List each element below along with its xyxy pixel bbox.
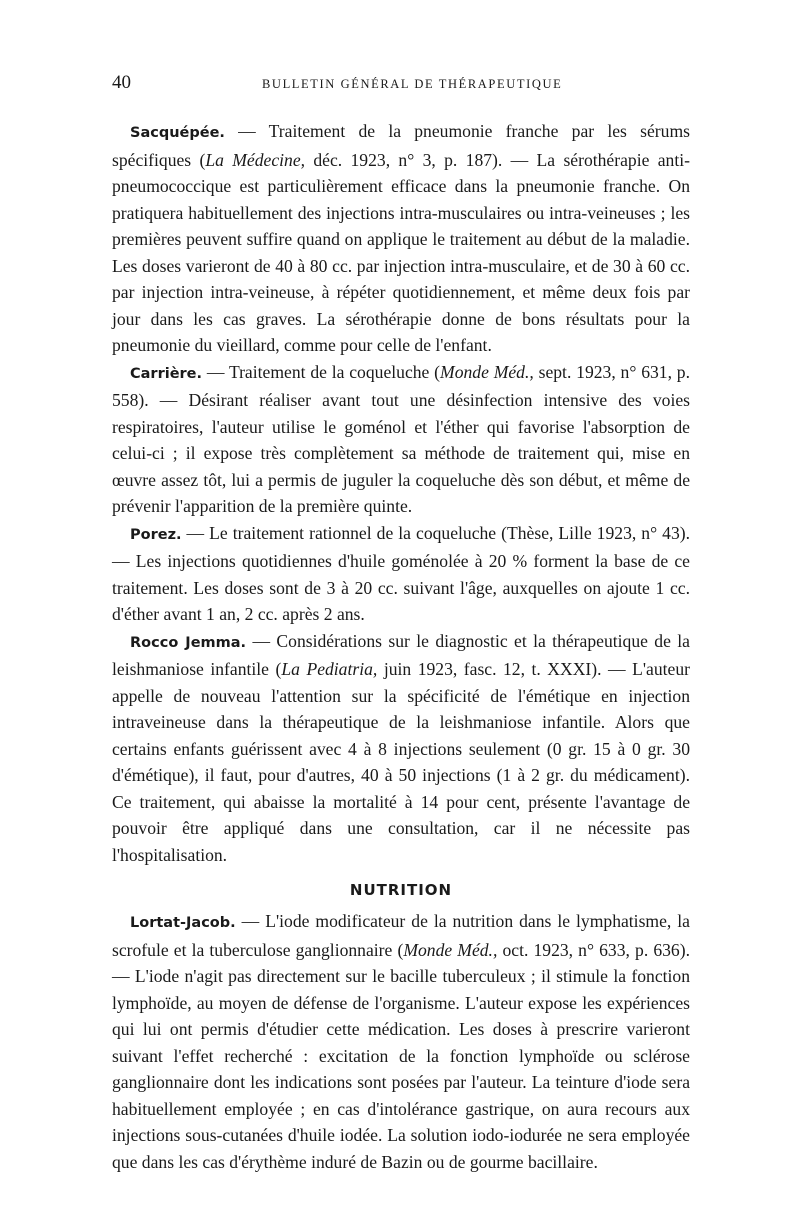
entry-text: — L'iode modificateur de la nutrition dans le lymphatisme, la scrofule et la tuberculose ganglionnaire ( [112, 911, 690, 960]
page-number: 40 [112, 72, 131, 93]
abstract-entry [112, 359, 690, 520]
entry-text: — Le traitement rationnel de la coqueluche (Thèse, Lille 1923, n° 43). — Les injections quotidiennes d'huile goménolée à 20 % forment la base de ce traitement. Les doses sont de 3 à 20 cc. suivant l'âge, auxquelles on ajoute 1 cc. d'éther avant 1 an, 2 cc. après 2 ans. [112, 522, 690, 624]
entry-author: Sacquépée. [130, 125, 225, 141]
abstract-entry [112, 628, 690, 869]
abstract-entry [112, 520, 690, 628]
abstract-list [112, 118, 690, 1175]
page-header [112, 72, 690, 100]
entry-text: sept. 1923, n° 631, p. 558). — Désirant réaliser avant tout une désinfection intensive des voies respiratoires, l'auteur utilise le goménol et l'éther qui favorise l'absorption de celui-ci ; il expose très complètement sa méthode de traitement qui, mise en œuvre assez tôt, lui a permis de juguler la coqueluche dès son début, et même de prévenir l'apparition de la première quinte. [112, 361, 691, 516]
entry-author: Rocco Jemma. [130, 634, 247, 651]
abstract-entry [112, 908, 690, 1175]
entry-text: oct. 1923, n° 633, p. 636). — L'iode n'agit pas directement sur le bacille tuberculeux ; il stimule la fonction lymphoïde, au moyen de défense de l'organisme. L'auteur expose les expériences qui lui ont permis d'étudier cette médication. Les doses à prescrire varieront suivant l'effet recherché : excitation de la fonction lymphoïde ou sclérose ganglionnaire dont les indications sont posées par l'auteur. La teinture d'iode sera habituellement employée ; en cas d'intolérance gastrique, on aura recours aux injections sous-cutanées d'huile iodée. La solution iodo-iodurée ne sera employée que dans les cas d'érythème induré de Bazin ou de gourme bacillaire. [112, 939, 690, 1172]
entry-author: Lortat-Jacob. [130, 915, 236, 931]
entry-text: — Traitement de la coqueluche ( [202, 361, 441, 382]
entry-source: Monde Méd., [403, 939, 498, 960]
entry-source: La Pediatria, [281, 659, 378, 679]
entry-author: Carrière. [130, 365, 203, 382]
abstract-entry [112, 118, 690, 359]
entry-source: La Médecine, [205, 149, 306, 170]
entry-text: juin 1923, fasc. 12, t. XXXI). — L'auteur appelle de nouveau l'attention sur la spécificité de l'émétique en injection intraveineuse dans la thérapeutique de la leishmaniose infantile. Alors que certains enfants guérissent avec 4 à 8 injections seulement (0 gr. 15 à 0 gr. 30 d'émétique), il faut, pour d'autres, 40 à 50 injections (1 à 2 gr. du médicament). Ce traitement, qui abaisse la mortalité à 14 pour cent, présente l'avantage de pouvoir être appliqué dans une consultation, car il ne nécessite pas l'hospitalisation. [112, 659, 690, 865]
document-page [112, 72, 690, 1175]
entry-source: Monde Méd., [440, 361, 534, 382]
entry-author: Porez. [130, 526, 182, 543]
section-heading: NUTRITION [349, 881, 453, 899]
entry-text: — Traitement de la pneumonie franche par les sérums spécifiques ( [112, 121, 690, 170]
running-title: BULLETIN GÉNÉRAL DE THÉRAPEUTIQUE [262, 77, 563, 91]
entry-text: — Considérations sur le diagnostic et la thérapeutique de la leishmaniose infantile ( [112, 630, 690, 679]
entry-text: déc. 1923, n° 3, p. 187). — La sérothérapie anti-pneumococcique est particulièrement efficace dans la pneumonie franche. On pratiquera habituellement des injections intra-musculaires ou intra-veineuses ; les premières peuvent suffire quand on applique le traitement au début de la maladie. Les doses varieront de 40 à 80 cc. par injection intra-musculaire, et de 30 à 60 cc. par injection intra-veineuse, à répéter quotidiennement, et même deux fois par jour dans les cas graves. La sérothérapie donne de bons résultats pour la pneumonie du vieillard, comme pour celle de l'enfant. [112, 149, 690, 355]
